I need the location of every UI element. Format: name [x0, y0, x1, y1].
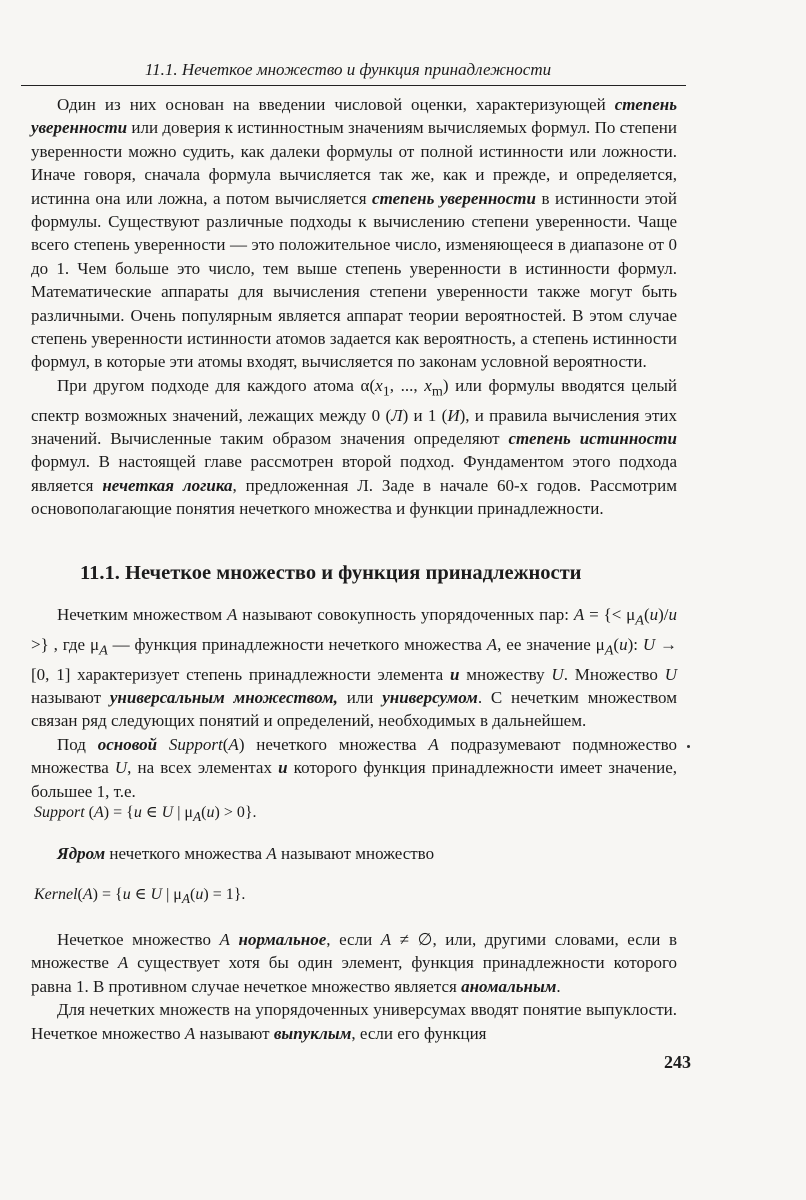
- term-confidence-degree-2: степень уверенности: [372, 188, 536, 208]
- term-kernel: Ядром: [57, 844, 106, 863]
- term-convex: выпуклым: [273, 1023, 352, 1043]
- formula-support: Support (A) = {u ∈ U | $\mu_A(u) > 0$}.: [34, 804, 257, 825]
- term-fuzzy-logic: нечеткая логика: [102, 475, 233, 495]
- term-universal-set: универсальным множеством,: [109, 688, 338, 707]
- term-basis: основой: [97, 734, 158, 754]
- normality-text: [31, 928, 677, 1045]
- header-rule: [21, 85, 686, 86]
- page-number: 243: [664, 1052, 691, 1072]
- kernel-definition: Ядром нечеткого множества A называют множество: [57, 844, 435, 863]
- term-universe: универсумом: [382, 688, 478, 707]
- section-heading: 11.1. Нечеткое множество и функция принадлежности: [80, 562, 582, 584]
- paragraph-normal-set: Нечеткое множество A нормальное, если A ≠ ∅, или, другими словами, если в множестве A существует хотя бы один элемент, функция принадлежности которого равна 1. В противном случае нечеткое множество является аномальным.: [31, 930, 677, 996]
- paragraph-support-definition: Под основой Support(A) нечеткого множества A подразумевают подмножество множества U, на всех элементах u которого функция принадлежности имеет значение, большее 1, т.е.: [31, 734, 678, 801]
- term-normal: нормальное: [238, 930, 327, 949]
- formula-kernel: Kernel(A) = {u ∈ U | $\mu_A(u) = 1$}.: [34, 886, 246, 907]
- paragraph-fuzzy-set-definition: Нечетким множеством A называют совокупность упорядоченных пар: A = {< $\mu_A(u)/u$ >} , где $\mu_A$ — функция принадлежности нечеткого множества A, ее значение $\mu_A(u)$: U → [0, 1] характеризует степень принадлежности элемента u множеству U. Множество U называют универсальным множеством, или универсумом. С нечетким множеством связан ряд следующих понятий и определений, необходимых в дальнейшем.: [31, 605, 678, 731]
- term-anomalous: аномальным: [461, 976, 557, 996]
- margin-dot: [687, 745, 690, 748]
- term-confidence-degree: степень уверенности: [31, 95, 677, 138]
- paragraph-convexity: Для нечетких множеств на упорядоченных универсумах вводят понятие выпуклости. Нечеткое множество A называют выпуклым, если его функция: [31, 1000, 677, 1043]
- section-text: [31, 603, 677, 803]
- running-head: 11.1. Нечеткое множество и функция принадлежности: [144, 60, 552, 79]
- paragraph-fuzzy-approach: При другом подходе для каждого атома $\alpha(x_1$, ..., $x_m$) или формулы вводятся целый спектр возможных значений, лежащих между 0 (Л) и 1 (И), и правила вычисления этих значений. Вычисленные таким образом значения определяют степень истинности формул. В настоящей главе рассмотрен второй подход. Фундаментом этого подхода является нечеткая логика, предложенная Л. Заде в начале 60-х годов. Рассмотрим основополагающие понятия нечеткого множества и функции принадлежности.: [31, 375, 677, 519]
- term-truth-degree: степень истинности: [508, 429, 677, 449]
- paragraph-confidence: Один из них основан на введении числовой оценки, характеризующей степень уверенности или доверия к истинностным значениям вычисляемых формул. По степени уверенности можно судить, как далеки формулы от полной истинности или ложности. Иначе говоря, сначала формула вычисляется так же, как и прежде, и определяется, истинна она или ложна, а потом вычисляется степень уверенности в истинности этой формулы. Существуют различные подходы к вычислению степени уверенности. Чаще всего степень уверенности — это положительное число, изменяющееся в диапазоне от 0 до 1. Чем больше это число, тем выше степень уверенности в истинности формул. Математические аппараты для вычисления степени уверенности также могут быть различными. Очень популярным является аппарат теории вероятностей. В этом случае степень уверенности истинности атомов задается как вероятность, а степень истинности формул, в которые эти атомы входят, вычисляется по законам условной вероятности.: [31, 95, 677, 372]
- intro-text: [31, 93, 677, 521]
